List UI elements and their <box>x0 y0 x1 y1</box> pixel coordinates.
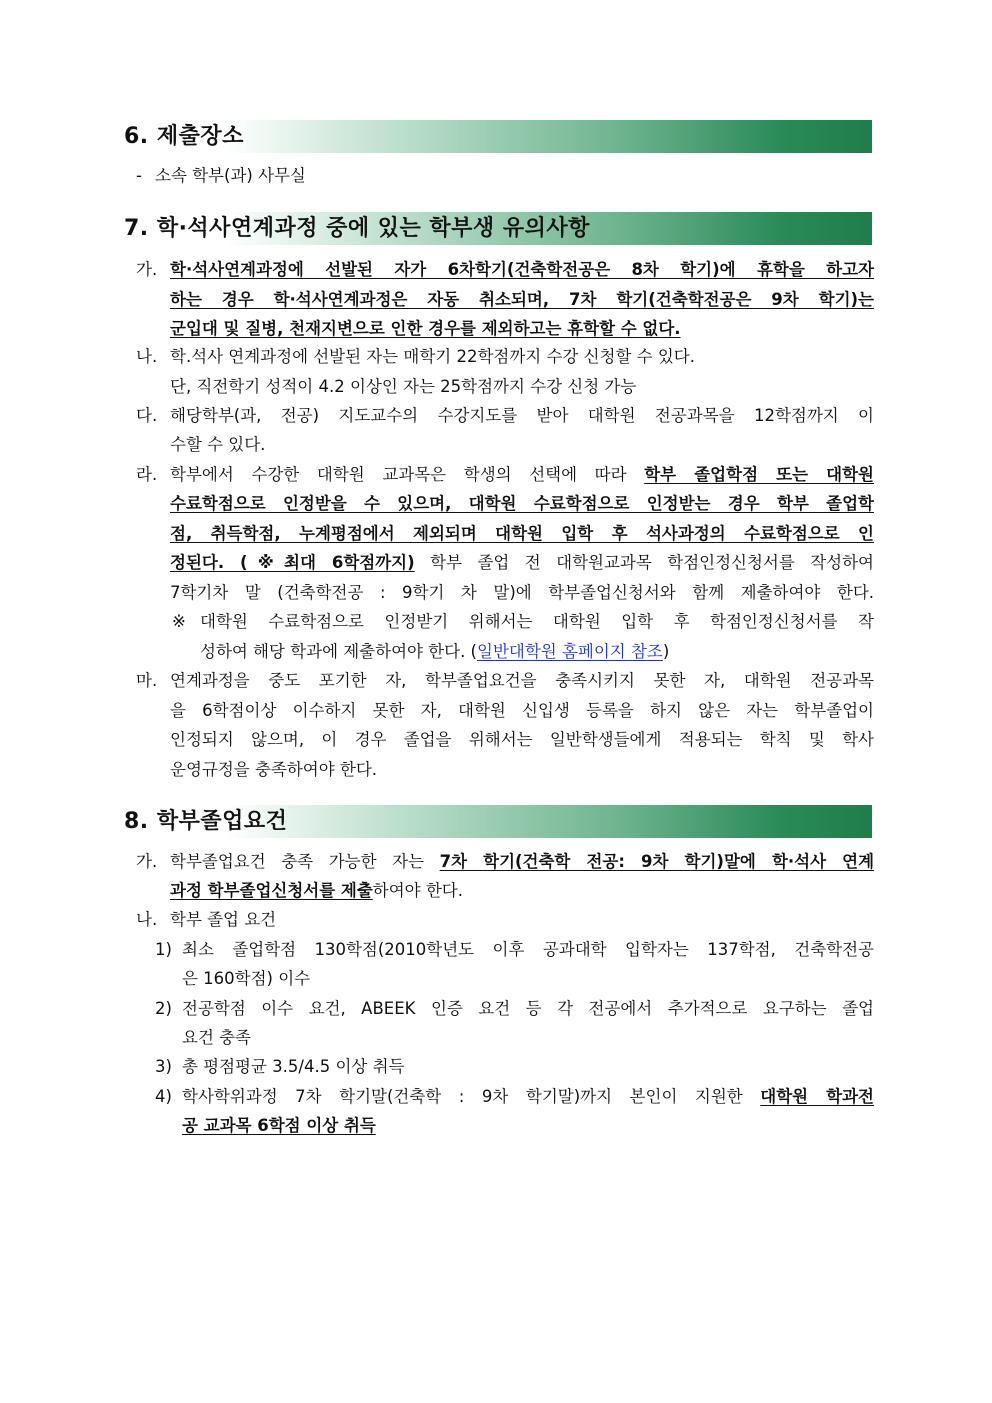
section-heading-6: 6. 제출장소 <box>120 120 872 153</box>
bold-text: 학부 졸업학점 또는 대학원 <box>644 465 874 484</box>
list-marker: 가. <box>136 260 158 279</box>
list-marker: 라. <box>136 465 158 484</box>
bold-text: 과정 학부졸업신청서를 제출 <box>170 881 373 900</box>
sub-list-line: 공 교과목 6학점 이상 취득 <box>182 1116 376 1135</box>
list-item-line <box>170 464 874 486</box>
sub-list-marker: 4) <box>155 1087 172 1106</box>
list-item-line: 을 6학점이상 이수하지 못한 자, 대학원 신입생 등록을 하지 않은 자는 학부졸업이 <box>170 701 874 720</box>
bold-text: 정된다. (※최대 6학점까지) <box>170 553 415 572</box>
submission-place-text: 소속 학부(과) 사무실 <box>155 166 306 185</box>
note-marker: ※ <box>172 612 186 631</box>
list-item-line: 학.석사 연계과정에 선발된 자는 매학기 22학점까지 수강 신청할 수 있다. <box>170 347 695 366</box>
list-marker: 다. <box>136 406 158 425</box>
list-item-line: 운영규정을 충족하여야 한다. <box>170 760 378 779</box>
sub-list-marker: 2) <box>155 999 172 1018</box>
list-item-line: 7학기차 말 (건축학전공 : 9학기 차 말)에 학부졸업신청서와 함께 제출하여야 한다. <box>170 583 874 602</box>
sub-list-line: 은 160학점) 이수 <box>182 969 311 988</box>
list-item-line <box>170 851 874 873</box>
sub-list-line: 요건 충족 <box>182 1028 252 1047</box>
list-item-line <box>170 880 463 902</box>
bold-text: 7차 학기(건축학 전공: 9차 학기)말에 학·석사 연계 <box>439 852 875 871</box>
sub-list-line: 전공학점 이수 요건, ABEEK 인증 요건 등 각 전공에서 추가적으로 요구하는 졸업 <box>182 999 874 1018</box>
bold-text: 대학원 학과전 <box>760 1087 874 1106</box>
note-line <box>200 641 669 663</box>
list-item-line: 수할 수 있다. <box>170 435 266 454</box>
sub-list-line: 최소 졸업학점 130학점(2010학년도 이후 공과대학 입학자는 137학점, 건축학전공 <box>182 940 874 959</box>
list-item-line: 연계과정을 중도 포기한 자, 학부졸업요건을 충족시키지 못한 자, 대학원 전공과목 <box>170 671 874 690</box>
list-item-line: 군입대 및 질병, 천재지변으로 인한 경우를 제외하고는 휴학할 수 없다. <box>170 319 681 338</box>
list-marker: 가. <box>136 852 158 871</box>
sub-list-marker: 1) <box>155 940 172 959</box>
section-heading-7: 7. 학·석사연계과정 중에 있는 학부생 유의사항 <box>120 212 872 245</box>
list-marker: 마. <box>136 671 158 690</box>
list-marker: 나. <box>136 910 158 929</box>
list-item-line: 해당학부(과, 전공) 지도교수의 수강지도를 받아 대학원 전공과목을 12학점까지 이 <box>170 406 874 425</box>
list-item-line: 인정되지 않으며, 이 경우 졸업을 위해서는 일반학생들에게 적용되는 학칙 및 학사 <box>170 730 874 749</box>
sub-list-marker: 3) <box>155 1057 172 1076</box>
plain-text: ) <box>662 642 670 661</box>
list-marker: 나. <box>136 347 158 366</box>
sub-list-line: 총 평점평균 3.5/4.5 이상 취득 <box>182 1057 405 1076</box>
plain-text: 학부에서 수강한 대학원 교과목은 학생의 선택에 따라 <box>170 465 645 484</box>
plain-text: 학사학위과정 7차 학기말(건축학 : 9차 학기말)까지 본인이 지원한 <box>182 1087 761 1106</box>
note-line: 대학원 수료학점으로 인정받기 위해서는 대학원 입학 후 학점인정신청서를 작 <box>200 612 874 631</box>
plain-text: 학부졸업요건 충족 가능한 자는 <box>170 852 440 871</box>
list-item-line: 수료학점으로 인정받을 수 있으며, 대학원 수료학점으로 인정받는 경우 학부 졸업학 <box>170 494 874 513</box>
plain-text: 학부 졸업 전 대학원교과목 학점인정신청서를 작성하여 <box>414 553 874 572</box>
list-item-line: 하는 경우 학·석사연계과정은 자동 취소되며, 7차 학기(건축학전공은 9차 학기)는 <box>170 290 874 309</box>
plain-text: 성하여 해당 학과에 제출하여야 한다. ( <box>200 642 477 661</box>
list-dash: - <box>136 166 142 185</box>
list-item-line: 단, 직전학기 성적이 4.2 이상인 자는 25학점까지 수강 신청 가능 <box>170 377 637 396</box>
list-item-line: 점, 취득학점, 누계평점에서 제외되며 대학원 입학 후 석사과정의 수료학점으로 인 <box>170 524 874 543</box>
graduate-school-homepage-link[interactable]: 일반대학원 홈페이지 참조 <box>477 642 663 661</box>
section-heading-8: 8. 학부졸업요건 <box>120 805 872 838</box>
sub-list-line <box>182 1086 874 1108</box>
plain-text: 하여야 한다. <box>372 881 463 900</box>
list-item-line <box>170 552 874 574</box>
list-item-line: 학부 졸업 요건 <box>170 910 277 929</box>
list-item-line: 학·석사연계과정에 선발된 자가 6차학기(건축학전공은 8차 학기)에 휴학을 하고자 <box>170 260 874 279</box>
